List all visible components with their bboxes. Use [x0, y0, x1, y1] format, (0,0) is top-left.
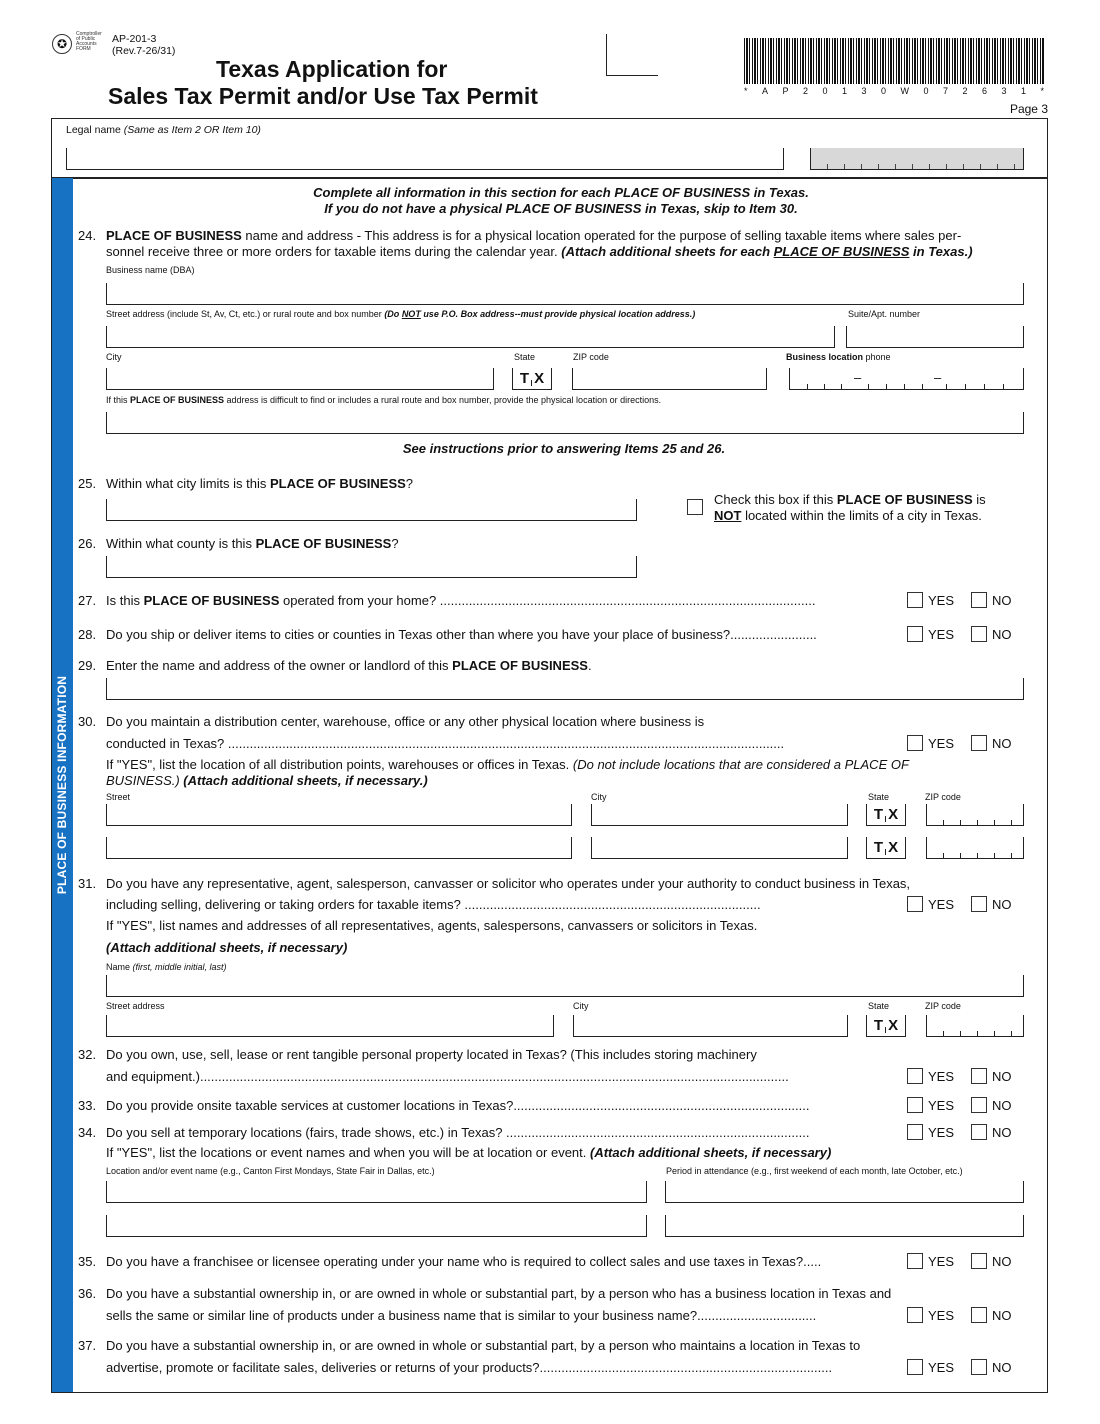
- q30-line4-italic: BUSINESS.): [106, 773, 184, 788]
- legal-name-label: [66, 124, 261, 136]
- barcode-char: 0: [822, 86, 828, 96]
- suite-label: Suite/Apt. number: [848, 309, 921, 319]
- q30-street-label: Street: [106, 792, 131, 802]
- directions-label: [106, 395, 661, 406]
- q30-no-label: NO: [992, 736, 1012, 751]
- q28-no-checkbox[interactable]: [971, 626, 987, 642]
- q30-line1: Do you maintain a distribution center, warehouse, office or any other physical location where business is: [106, 714, 705, 729]
- q36-yes-label: YES: [928, 1308, 955, 1323]
- q24-text-line1: [106, 228, 961, 244]
- q26-county-input[interactable]: [106, 556, 637, 578]
- seal-line: Accounts: [76, 41, 97, 47]
- q34-a: Do you sell at temporary locations (fairs, trade shows, etc.) in Texas?: [106, 1125, 507, 1140]
- q29-b: .: [587, 658, 592, 673]
- q34-period-input-2[interactable]: [665, 1215, 1024, 1237]
- q32-line1: Do you own, use, sell, lease or rent tangible personal property located in Texas? (This includes storing machinery: [106, 1047, 757, 1062]
- directions-b: address is difficult to find or includes a rural route and box number, provide the physical location or directions.: [224, 395, 662, 405]
- directions-input[interactable]: [106, 412, 1024, 434]
- seal-line: of Public: [76, 36, 96, 42]
- q30-line3: [106, 757, 909, 773]
- form-id: AP-201-3: [112, 33, 157, 45]
- comptroller-seal-icon: ✪: [52, 34, 72, 54]
- city-label: City: [106, 352, 122, 362]
- legal-name-input[interactable]: [66, 148, 784, 170]
- q35-dots: .....: [803, 1254, 822, 1269]
- dba-label: Business name (DBA): [106, 265, 195, 275]
- intro-line2: If you do not have a physical PLACE OF BUSINESS in Texas, skip to Item 30.: [324, 201, 798, 216]
- q31-no-checkbox[interactable]: [971, 896, 987, 912]
- state-t: T: [873, 839, 884, 856]
- q31-state-field: [866, 1015, 906, 1037]
- q24-attach: (Attach additional sheets for each: [561, 244, 774, 259]
- state-field: [512, 368, 552, 390]
- barcode-char: 1: [842, 86, 848, 96]
- q25-text: [106, 476, 413, 492]
- q31-zip-input[interactable]: [926, 1015, 1024, 1037]
- q31-line2: [106, 897, 901, 913]
- barcode-char: 7: [942, 86, 948, 96]
- q27-text: [106, 593, 901, 609]
- q24-number: 24.: [78, 228, 97, 243]
- q25-number: 25.: [78, 476, 97, 491]
- q30-no-checkbox[interactable]: [971, 735, 987, 751]
- q31-line2-text: including selling, delivering or taking orders for taxable items?: [106, 897, 465, 912]
- barcode-char: 0: [923, 86, 929, 96]
- q33-a: Do you provide onsite taxable services at customer locations in Texas?: [106, 1098, 514, 1113]
- q26-text: [106, 536, 399, 552]
- q29-bold: PLACE OF BUSINESS: [452, 658, 588, 673]
- q35-no-label: NO: [992, 1254, 1012, 1269]
- phone-label-bold: Business location: [786, 352, 864, 362]
- q26-b: ?: [391, 536, 399, 551]
- dba-input[interactable]: [106, 283, 1024, 305]
- state-x: X: [888, 1017, 899, 1034]
- q31-street-label: Street address: [106, 1001, 165, 1011]
- q35-yes-label: YES: [928, 1254, 955, 1269]
- q28-yes-checkbox[interactable]: [907, 626, 923, 642]
- q32-yes-checkbox[interactable]: [907, 1068, 923, 1084]
- legal-name-label-text: Legal name: [66, 124, 121, 136]
- seal-line: Comptroller: [76, 31, 102, 37]
- q32-line2-text: and equipment.): [106, 1069, 200, 1084]
- q24-attach-end: in Texas.): [909, 244, 973, 259]
- q30-zip-label: ZIP code: [925, 792, 961, 802]
- q25-check-a: Check this box if this: [714, 492, 837, 507]
- phone-label: [786, 352, 891, 363]
- street-label-text: Street address (include St, Av, Ct, etc.) or rural route and box number: [106, 309, 385, 319]
- state-t: T: [873, 1017, 884, 1034]
- city-input[interactable]: [106, 368, 494, 390]
- barcode-char: 6: [981, 86, 987, 96]
- q34-no-label: NO: [992, 1125, 1012, 1140]
- q37-yes-label: YES: [928, 1360, 955, 1375]
- q31-name-hint: (first, middle initial, last): [132, 962, 227, 972]
- barcode-char: 2: [962, 86, 968, 96]
- q36-line2: [106, 1308, 901, 1324]
- q33-yes-label: YES: [928, 1098, 955, 1113]
- barcode-char: 3: [861, 86, 867, 96]
- q32-no-label: NO: [992, 1069, 1012, 1084]
- registration-corner-mark: [606, 34, 658, 76]
- q34-number: 34.: [78, 1125, 97, 1140]
- q30-line2-text: conducted in Texas?: [106, 736, 228, 751]
- q35-text: [106, 1254, 901, 1270]
- not-in-city-checkbox[interactable]: [687, 499, 703, 515]
- q29-a: Enter the name and address of the owner or landlord of this: [106, 658, 453, 673]
- q33-number: 33.: [78, 1098, 97, 1113]
- q30-zip-input-1[interactable]: [926, 804, 1024, 826]
- zip-input[interactable]: [572, 368, 767, 390]
- q26-a: Within what county is this: [106, 536, 256, 551]
- street-warn-b: use P.O. Box address--must provide physical location address.): [420, 309, 696, 319]
- q25-check-c: located within the limits of a city in Texas.: [741, 508, 982, 523]
- q26-number: 26.: [78, 536, 97, 551]
- q33-text: [106, 1098, 901, 1114]
- q37-line2: [106, 1360, 901, 1376]
- q28-number: 28.: [78, 627, 97, 642]
- q32-number: 32.: [78, 1047, 97, 1062]
- q30-line4: [106, 773, 428, 789]
- q31-yes-checkbox[interactable]: [907, 896, 923, 912]
- taxpayer-number-field: [810, 148, 1024, 170]
- q30-city-label: City: [591, 792, 607, 802]
- q24-text1: name and address - This address is for a physical location operated for the purpose of selling taxable items where sales per-: [241, 228, 962, 243]
- barcode-char: 1: [1020, 86, 1026, 96]
- q30-street-input-1[interactable]: [106, 804, 572, 826]
- q35-no-checkbox[interactable]: [971, 1253, 987, 1269]
- q34-period-input-1[interactable]: [665, 1181, 1024, 1203]
- q25-check-line2: [714, 508, 982, 524]
- legal-name-hint: (Same as Item 2 OR Item 10): [123, 124, 261, 136]
- q30-line2: [106, 736, 901, 752]
- barcode-char: 2: [803, 86, 809, 96]
- q35-yes-checkbox[interactable]: [907, 1253, 923, 1269]
- street-input[interactable]: [106, 326, 835, 348]
- q30-city-input-2[interactable]: [591, 837, 848, 859]
- suite-input[interactable]: [846, 326, 1024, 348]
- q24-bold: PLACE OF BUSINESS: [106, 228, 242, 243]
- q34-location-label: Location and/or event name (e.g., Canton First Mondays, State Fair in Dallas, etc.): [106, 1166, 435, 1176]
- q30-zip-input-2[interactable]: [926, 837, 1024, 859]
- q34-yes-label: YES: [928, 1125, 955, 1140]
- q28-text: [106, 627, 901, 643]
- barcode-char: P: [782, 86, 789, 96]
- q36-line2-text: sells the same or similar line of products under a business name that is similar to your business name?: [106, 1308, 698, 1323]
- q30-yes-label: YES: [928, 736, 955, 751]
- q28-a: Do you ship or deliver items to cities or counties in Texas other than where you have your place of business?: [106, 627, 731, 642]
- q30-state-label: State: [868, 792, 890, 802]
- sidebar-label: [52, 178, 73, 1392]
- q25-bold: PLACE OF BUSINESS: [269, 476, 406, 491]
- street-warn-a: (Do: [384, 309, 402, 319]
- q36-no-checkbox[interactable]: [971, 1307, 987, 1323]
- q31-number: 31.: [78, 876, 97, 891]
- intro-line1: Complete all information in this section for each PLACE OF BUSINESS in Texas.: [313, 185, 809, 200]
- seal-caption: [76, 32, 102, 52]
- q25-check-line1: [714, 492, 986, 508]
- q34-location-input-2[interactable]: [106, 1215, 647, 1237]
- q33-dots: ..................................................................................: [513, 1098, 810, 1113]
- q27-bold: PLACE OF BUSINESS: [143, 593, 280, 608]
- q36-number: 36.: [78, 1286, 97, 1301]
- barcode-char: 0: [881, 86, 887, 96]
- q31-line4: (Attach additional sheets, if necessary): [106, 940, 348, 955]
- q37-dots: .................................................................................: [539, 1360, 833, 1375]
- q31-zip-label: ZIP code: [925, 1001, 961, 1011]
- q27-a: Is this: [106, 593, 144, 608]
- barcode-text: [744, 86, 1044, 96]
- q36-no-label: NO: [992, 1308, 1012, 1323]
- sidebar-label-text: PLACE OF BUSINESS INFORMATION: [55, 675, 70, 895]
- q31-no-label: NO: [992, 897, 1012, 912]
- q26-bold: PLACE OF BUSINESS: [255, 536, 392, 551]
- q24-text-line2: [106, 244, 973, 260]
- page-title-line2: Sales Tax Permit and/or Use Tax Permit: [108, 83, 538, 109]
- q33-yes-checkbox[interactable]: [907, 1097, 923, 1113]
- state-t: T: [873, 806, 884, 823]
- state-x: X: [888, 839, 899, 856]
- q31-state-label: State: [868, 1001, 890, 1011]
- q31-name-label: [106, 962, 227, 973]
- q37-no-checkbox[interactable]: [971, 1359, 987, 1375]
- q31-line1: Do you have any representative, agent, salesperson, canvasser or solicitor who operates under your authority to conduct business in Texas,: [106, 876, 911, 891]
- q27-yes-checkbox[interactable]: [907, 592, 923, 608]
- state-t: T: [519, 370, 530, 387]
- q37-line1: Do you have a substantial ownership in, or are owned in whole or substantial part, by a person who maintains a location in Texas to: [106, 1338, 861, 1353]
- q37-line2-text: advertise, promote or facilitate sales, deliveries or returns of your products?: [106, 1360, 540, 1375]
- q31-yes-label: YES: [928, 897, 955, 912]
- street-warn-not: NOT: [401, 309, 421, 319]
- state-x: X: [534, 370, 545, 387]
- q32-yes-label: YES: [928, 1069, 955, 1084]
- q25-check-b: is: [972, 492, 986, 507]
- form-number: [112, 33, 175, 57]
- q32-dots: ...................................................................................................................................................................: [199, 1069, 789, 1084]
- q35-a: Do you have a franchisee or licensee operating under your name who is required to collect sales and use taxes in Texas?: [106, 1254, 804, 1269]
- q34-line2-text: If "YES", list the locations or event names and when you will be at location or event.: [106, 1145, 590, 1160]
- q30-yes-checkbox[interactable]: [907, 735, 923, 751]
- see-instructions: See instructions prior to answering Items 25 and 26.: [402, 441, 726, 456]
- q31-name-label-text: Name: [106, 962, 133, 972]
- q28-dots: ........................: [730, 627, 817, 642]
- form-revision: (Rev.7-26/31): [112, 45, 176, 57]
- q29-landlord-input[interactable]: [106, 678, 1024, 700]
- q28-no-label: NO: [992, 627, 1012, 642]
- q34-period-label: Period in attendance (e.g., first weekend of each month, late October, etc.): [666, 1166, 963, 1176]
- phone-label-text: phone: [863, 352, 891, 362]
- phone-input[interactable]: – –: [789, 368, 1024, 390]
- section-divider: [51, 177, 1048, 179]
- q29-number: 29.: [78, 658, 97, 673]
- q36-dots: .................................: [697, 1308, 817, 1323]
- state-x: X: [888, 806, 899, 823]
- q36-yes-checkbox[interactable]: [907, 1307, 923, 1323]
- q31-line3: If "YES", list names and addresses of all representatives, agents, salespersons, canvassers or solicitors in Texas.: [106, 918, 758, 933]
- q30-state-field-1: [866, 804, 906, 826]
- q33-no-label: NO: [992, 1098, 1012, 1113]
- q37-number: 37.: [78, 1338, 97, 1353]
- q27-yes-label: YES: [928, 593, 955, 608]
- q27-no-checkbox[interactable]: [971, 592, 987, 608]
- page-title-line1: Texas Application for: [216, 56, 448, 82]
- state-label: State: [514, 352, 536, 362]
- q34-dots: ....................................................................................: [506, 1125, 810, 1140]
- page-number: Page 3: [1009, 102, 1048, 116]
- q34-line2: [106, 1145, 831, 1161]
- q28-yes-label: YES: [928, 627, 955, 642]
- q34-yes-checkbox[interactable]: [907, 1124, 923, 1140]
- barcode-char: *: [1040, 86, 1044, 96]
- q31-name-input[interactable]: [106, 975, 1024, 997]
- q31-city-input[interactable]: [573, 1015, 848, 1037]
- barcode-char: A: [762, 86, 769, 96]
- q37-no-label: NO: [992, 1360, 1012, 1375]
- q32-line2: [106, 1069, 901, 1085]
- q37-yes-checkbox[interactable]: [907, 1359, 923, 1375]
- q30-line3-italic: (Do not include locations that are considered a PLACE OF: [572, 757, 909, 772]
- q31-dots: ..................................................................................: [464, 897, 761, 912]
- q25-a: Within what city limits is this: [106, 476, 270, 491]
- barcode-char: W: [900, 86, 909, 96]
- q30-dots: ..........................................................................................................................................................: [227, 736, 785, 751]
- q36-line1: Do you have a substantial ownership in, or are owned in whole or substantial part, by a person who has a business location in Texas and: [106, 1286, 892, 1301]
- zip-label: ZIP code: [573, 352, 609, 362]
- seal-line: FORM: [76, 46, 91, 52]
- q27-no-label: NO: [992, 593, 1012, 608]
- street-label: [106, 309, 695, 320]
- q34-location-input-1[interactable]: [106, 1181, 647, 1203]
- q35-number: 35.: [78, 1254, 97, 1269]
- barcode-char: *: [744, 86, 748, 96]
- q30-street-input-2[interactable]: [106, 837, 572, 859]
- q24-attach-underline: PLACE OF BUSINESS: [773, 244, 910, 259]
- barcode-char: 3: [1001, 86, 1007, 96]
- q30-line3-text: If "YES", list the location of all distribution points, warehouses or offices in Texas.: [106, 757, 573, 772]
- directions-bold: PLACE OF BUSINESS: [130, 395, 225, 405]
- q29-text: [106, 658, 592, 674]
- q31-city-label: City: [573, 1001, 589, 1011]
- q27-number: 27.: [78, 593, 97, 608]
- q34-no-checkbox[interactable]: [971, 1124, 987, 1140]
- q30-number: 30.: [78, 714, 97, 729]
- q33-no-checkbox[interactable]: [971, 1097, 987, 1113]
- q24-text2: sonnel receive three or more orders for taxable items during the calendar year.: [106, 244, 562, 259]
- q30-line4-bold-italic: (Attach additional sheets, if necessary.): [183, 773, 428, 788]
- q27-b: operated from your home?: [279, 593, 440, 608]
- q25-city-input[interactable]: [106, 499, 637, 521]
- q30-city-input-1[interactable]: [591, 804, 848, 826]
- q25-check-not: NOT: [714, 508, 742, 523]
- q27-dots: ........................................................................................................: [439, 593, 816, 608]
- q30-state-field-2: [866, 837, 906, 859]
- q34-line2-bold-italic: (Attach additional sheets, if necessary): [590, 1145, 832, 1160]
- q34-text: [106, 1125, 901, 1141]
- directions-a: If this: [106, 395, 131, 405]
- q31-street-input[interactable]: [106, 1015, 554, 1037]
- q32-no-checkbox[interactable]: [971, 1068, 987, 1084]
- barcode-icon: [744, 38, 1044, 84]
- q25-b: ?: [405, 476, 414, 491]
- q25-check-bold: PLACE OF BUSINESS: [836, 492, 973, 507]
